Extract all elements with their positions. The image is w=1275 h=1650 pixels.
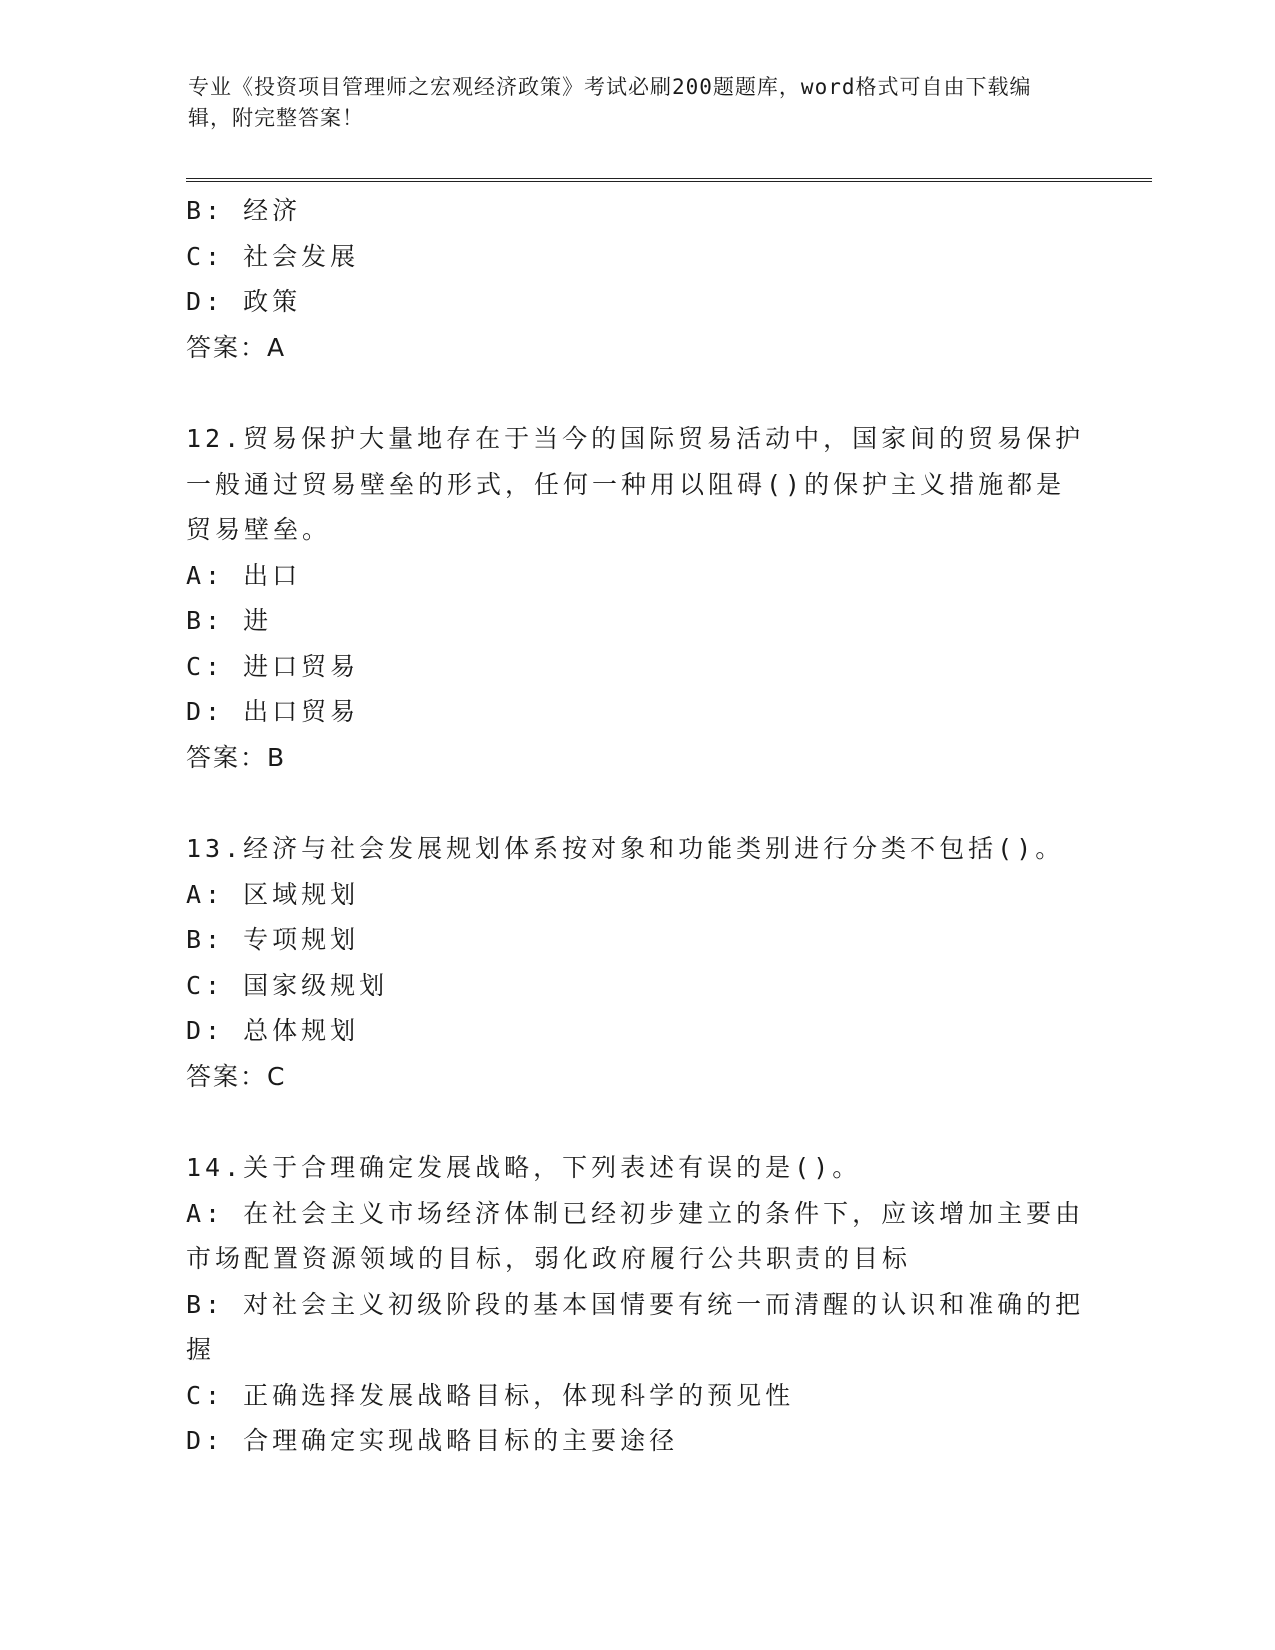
option-b: B: 专项规划 xyxy=(186,925,360,954)
spacer xyxy=(186,780,1086,826)
prev-question-block xyxy=(186,188,1086,370)
question-12 xyxy=(186,416,1086,780)
option-d: D: 合理确定实现战略目标的主要途径 xyxy=(186,1426,679,1455)
option-c: C: 进口贸易 xyxy=(186,651,360,681)
spacer xyxy=(186,1099,1086,1145)
option-d: D: 总体规划 xyxy=(186,1016,360,1045)
option-b: B: 经济 xyxy=(186,196,302,225)
answer-line: 答案：C xyxy=(186,1061,287,1091)
option-b: B: 对社会主义初级阶段的基本国情要有统一而清醒的认识和准确的把 xyxy=(186,1289,1085,1319)
page-header: 专业《投资项目管理师之宏观经济政策》考试必刷200题题库，word格式可自由下载编辑，附完整答案！ xyxy=(188,75,1032,130)
option-a: A: 区域规划 xyxy=(186,879,360,909)
option-c: C: 国家级规划 xyxy=(186,970,389,1000)
option-a: A: 在社会主义市场经济体制已经初步建立的条件下，应该增加主要由 xyxy=(186,1198,1085,1228)
question-stem-line: 14.关于合理确定发展战略，下列表述有误的是()。 xyxy=(186,1153,862,1182)
option-a: A: 出口 xyxy=(186,560,302,590)
option-d: D: 政策 xyxy=(186,287,302,316)
spacer xyxy=(186,370,1086,416)
answer-line: 答案：B xyxy=(186,742,287,772)
header-divider xyxy=(186,178,1152,182)
option-d: D: 出口贸易 xyxy=(186,697,360,726)
question-stem-line: 贸易壁垒。 xyxy=(186,515,332,544)
option-c: C: 正确选择发展战略目标，体现科学的预见性 xyxy=(186,1380,795,1410)
question-stem-line: 13.经济与社会发展规划体系按对象和功能类别进行分类不包括()。 xyxy=(186,834,1065,863)
question-14 xyxy=(186,1145,1086,1464)
option-c: C: 社会发展 xyxy=(186,241,360,271)
question-13 xyxy=(186,826,1086,1099)
question-stem-line: 一般通过贸易壁垒的形式，任何一种用以阻碍()的保护主义措施都是 xyxy=(186,469,1066,499)
option-a-continued: 市场配置资源领域的目标，弱化政府履行公共职责的目标 xyxy=(186,1244,912,1273)
option-b-continued: 握 xyxy=(186,1335,216,1364)
answer-line: 答案：A xyxy=(186,332,287,362)
question-stem-line: 12.贸易保护大量地存在于当今的国际贸易活动中，国家间的贸易保护 xyxy=(186,424,1085,453)
question-content xyxy=(186,188,1086,1464)
option-b: B: 进 xyxy=(186,606,273,635)
